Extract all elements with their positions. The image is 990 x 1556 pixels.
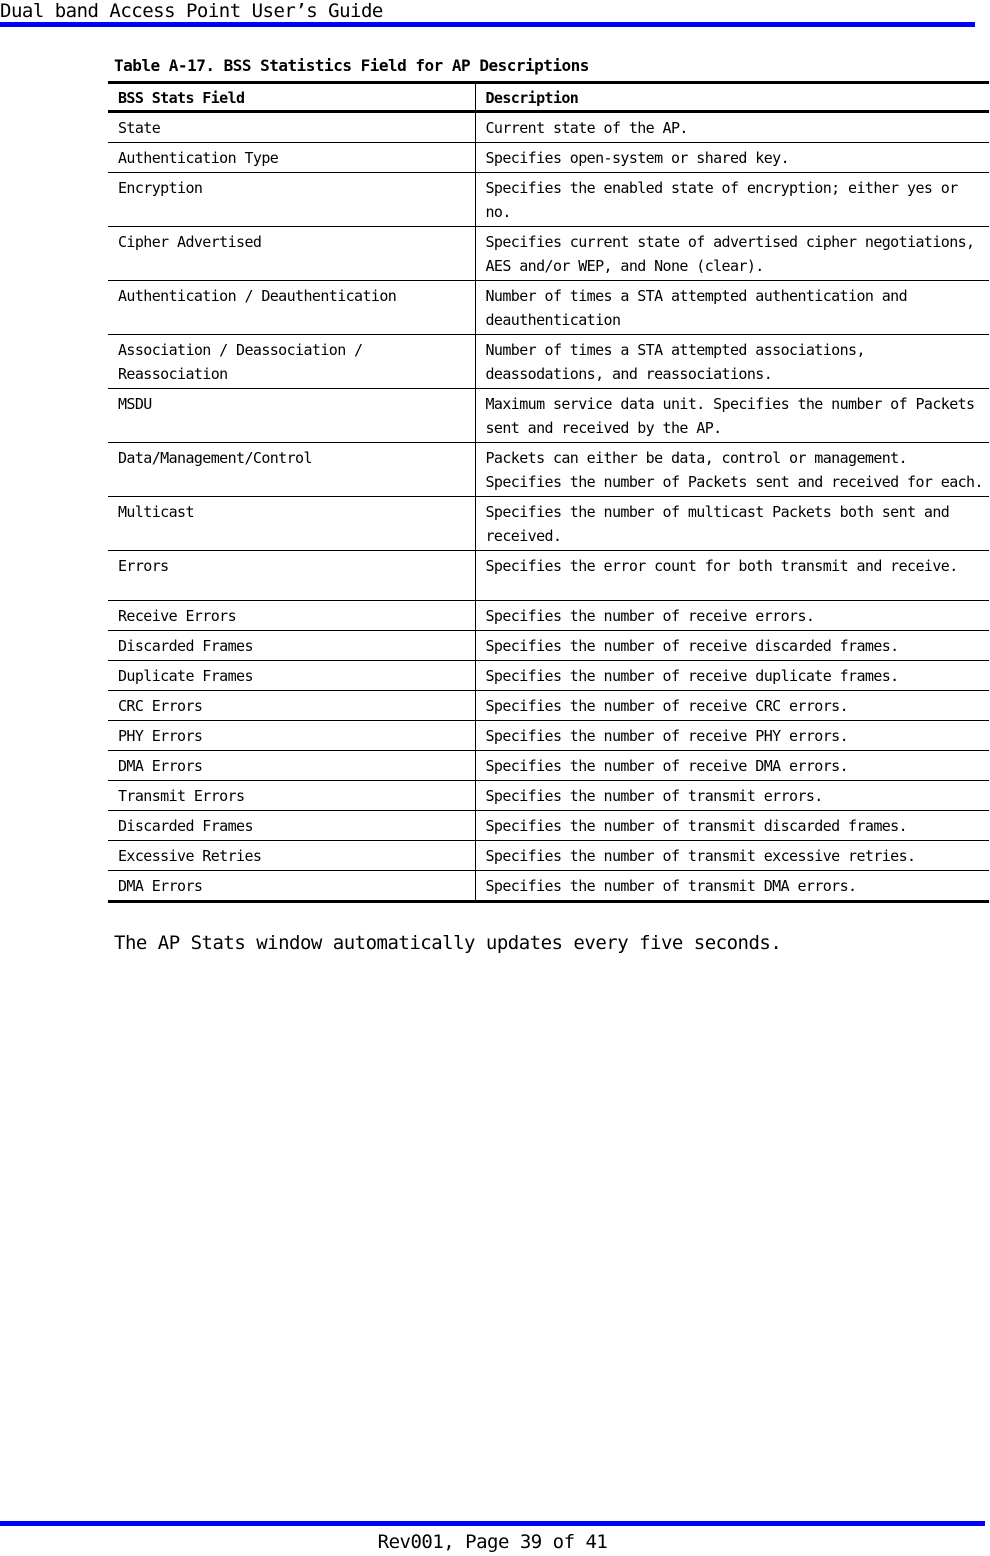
field-cell: Data/Management/Control [108,443,475,497]
table-row [108,143,989,173]
description-cell: Specifies the enabled state of encryption; either yes or no. [475,173,989,227]
description-cell: Specifies the number of transmit DMA errors. [475,871,989,902]
header-rule [0,22,975,27]
table-row [108,631,989,661]
description-cell: Specifies the number of receive DMA errors. [475,751,989,781]
description-cell: Specifies open-system or shared key. [475,143,989,173]
table-row [108,751,989,781]
description-cell: Specifies the number of receive errors. [475,601,989,631]
table-row [108,443,989,497]
description-cell: Number of times a STA attempted authentication and deauthentication [475,281,989,335]
description-cell: Specifies the number of receive PHY errors. [475,721,989,751]
table-row [108,691,989,721]
body-paragraph: The AP Stats window automatically updates every five seconds. [114,932,782,954]
column-header-description: Description [475,83,989,112]
field-cell: Receive Errors [108,601,475,631]
table-row [108,281,989,335]
description-cell: Specifies the number of multicast Packets both sent and received. [475,497,989,551]
table-row [108,781,989,811]
field-cell: DMA Errors [108,871,475,902]
table-caption: Table A-17. BSS Statistics Field for AP Descriptions [114,56,589,75]
description-cell: Maximum service data unit. Specifies the number of Packets sent and received by the AP. [475,389,989,443]
field-cell: Excessive Retries [108,841,475,871]
field-cell: Encryption [108,173,475,227]
field-cell: Authentication Type [108,143,475,173]
field-cell: PHY Errors [108,721,475,751]
bss-stats-table-container [108,81,989,903]
field-cell: Discarded Frames [108,811,475,841]
field-cell: Authentication / Deauthentication [108,281,475,335]
table-row [108,551,989,601]
page-footer: Rev001, Page 39 of 41 [377,1531,608,1553]
table-row [108,871,989,902]
field-cell: Multicast [108,497,475,551]
table-row [108,661,989,691]
field-cell: Errors [108,551,475,601]
column-header-field: BSS Stats Field [108,83,475,112]
field-cell: State [108,112,475,143]
table-row [108,112,989,143]
field-cell: Transmit Errors [108,781,475,811]
field-cell: Discarded Frames [108,631,475,661]
description-cell: Specifies the error count for both transmit and receive. [475,551,989,601]
footer-rule [0,1521,985,1526]
table-row [108,721,989,751]
table-row [108,811,989,841]
table-row [108,173,989,227]
running-header-title: Dual band Access Point User’s Guide [0,0,383,22]
description-cell: Number of times a STA attempted associations, deassodations, and reassociations. [475,335,989,389]
table-row [108,389,989,443]
field-cell: MSDU [108,389,475,443]
table-row [108,497,989,551]
table-row [108,335,989,389]
description-cell: Specifies current state of advertised cipher negotiations, AES and/or WEP, and None (clear). [475,227,989,281]
description-cell: Specifies the number of transmit errors. [475,781,989,811]
description-cell: Specifies the number of receive discarded frames. [475,631,989,661]
description-cell: Specifies the number of transmit excessive retries. [475,841,989,871]
description-cell: Specifies the number of transmit discarded frames. [475,811,989,841]
table-row [108,601,989,631]
description-cell: Specifies the number of receive CRC errors. [475,691,989,721]
field-cell: Association / Deassociation / Reassociation [108,335,475,389]
description-cell: Packets can either be data, control or management. Specifies the number of Packets sent and received for each. [475,443,989,497]
description-cell: Specifies the number of receive duplicate frames. [475,661,989,691]
description-cell: Current state of the AP. [475,112,989,143]
field-cell: Duplicate Frames [108,661,475,691]
field-cell: CRC Errors [108,691,475,721]
table-row [108,227,989,281]
bss-stats-table [108,81,989,903]
field-cell: DMA Errors [108,751,475,781]
field-cell: Cipher Advertised [108,227,475,281]
table-header-row [108,83,989,112]
table-row [108,841,989,871]
